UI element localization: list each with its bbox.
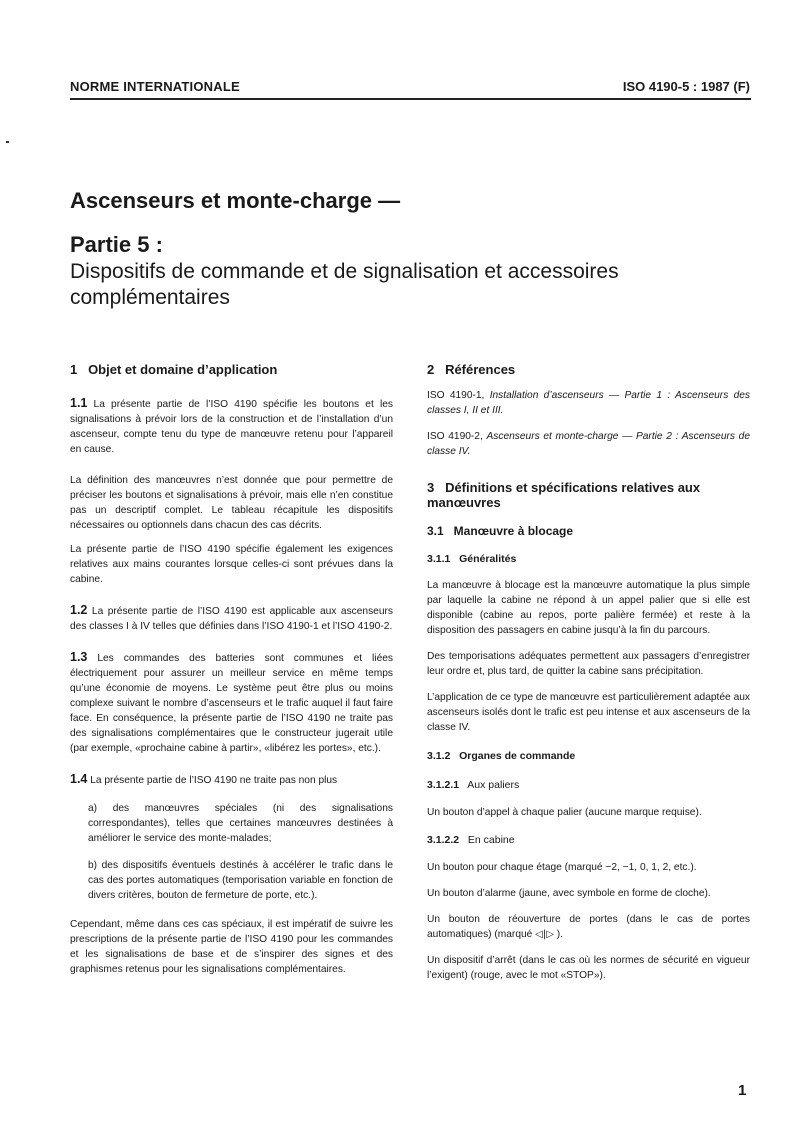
heading-number: 3.1.2.1 <box>427 779 460 791</box>
reference-iso-4190-1 <box>427 388 750 418</box>
header-rule <box>70 98 751 100</box>
heading-title: Aux paliers <box>459 779 520 791</box>
paragraph-final: Cependant, même dans ces cas spéciaux, il est impératif de suivre les prescriptions de la présente partie de l’ISO 4190 pour les commandes et les signalisations de base et de s’inspirer des signes et des graphismes retenus pour les signalisations complémentaires. <box>70 919 393 975</box>
paragraph-3-1-2-2b: Un bouton d’alarme (jaune, avec symbole en forme de cloche). <box>427 888 711 899</box>
paragraph-text: La présente partie de l’ISO 4190 est applicable aux ascenseurs des classes I à IV telles que définies dans l’ISO 4190-1 et l’ISO 4190-2. <box>70 606 393 632</box>
paragraph-1-1 <box>70 396 393 457</box>
paragraph-3-1-2-2d: Un dispositif d’arrêt (dans le cas où les normes de sécurité en vigueur l’exigent) (rouge, avec le mot «STOP»). <box>427 955 750 981</box>
scan-speck <box>6 141 9 143</box>
paragraph-number: 1.1 <box>70 396 88 410</box>
section-3-heading: 3 Définitions et spécifications relatives aux manœuvres <box>427 480 704 510</box>
paragraph-1-1c: La présente partie de l’ISO 4190 spécifie également les exigences relatives aux mains courantes lorsque celles-ci sont prévues dans la cabine. <box>70 544 393 585</box>
left-column <box>70 362 393 977</box>
section-3-1-2-1-heading <box>427 778 750 793</box>
paragraph-text: ). <box>553 929 563 940</box>
reference-title: Installation d’ascenseurs — Partie 1 : Ascenseurs des classes I, II et III. <box>427 390 750 416</box>
section-3-1-2-heading: 3.1.2 Organes de commande <box>427 750 576 762</box>
paragraph-3-1-1c: L’application de ce type de manœuvre est particulièrement adaptée aux ascenseurs isolés dont le trafic est peu intense et aux ascenseurs de la classe IV. <box>427 692 750 733</box>
document-title: Ascenseurs et monte-charge — <box>70 188 401 213</box>
paragraph-number: 1.2 <box>70 603 88 617</box>
section-1-heading: 1 Objet et domaine d’application <box>70 362 278 377</box>
list-item-b: b) des dispositifs éventuels destinés à accélérer le trafic dans le cas des portes automatiques (temporisation variable en fonction de divers critères, bouton de fermeture de porte, etc.). <box>88 860 393 901</box>
section-3-1-heading: 3.1 Manœuvre à blocage <box>427 524 574 538</box>
paragraph-text: Les commandes des batteries sont communes et liées électriquement pour assurer un meilleur service en même temps qu’une économie de moyens. Le système peut être plus ou moins complexe suivant le nombre d’ascenseurs et le trafic auquel il faut faire face. En conséquence, la présente partie de l’ISO 4190 ne traite pas des signalisations complémentaires que le constructeur jugerait utile (par exemple, «prochaine cabine à partir», «libérez les portes», etc.). <box>70 653 393 754</box>
paragraph-3-1-1a: La manœuvre à blocage est la manœuvre automatique la plus simple par laquelle la cabine ne répond à un appel palier que si elle est disponible (cabine au repos, porte palière fermée) et reste à la disposition des passagers en cabine jusqu’à la fin du parcours. <box>427 580 750 636</box>
header-standard-type: NORME INTERNATIONALE <box>70 79 240 94</box>
heading-title: En cabine <box>459 834 515 846</box>
paragraph-text: Un bouton de réouverture de portes (dans le cas de portes automatiques) (marqué <box>427 914 750 940</box>
section-3-1-1-heading: 3.1.1 Généralités <box>427 553 517 565</box>
paragraph-3-1-2-2a: Un bouton pour chaque étage (marqué −2, −1, 0, 1, 2, etc.). <box>427 862 697 873</box>
document-part: Partie 5 : <box>70 232 163 257</box>
paragraph-1-4 <box>70 772 393 788</box>
paragraph-text: La présente partie de l’ISO 4190 spécifie les boutons et les signalisations à prévoir lors de la construction et de l’installation d’un ascenseur, compte tenu du type de manœuvre retenu pour l’appareil en cause. <box>70 399 393 455</box>
paragraph-number: 1.4 <box>70 772 88 786</box>
document-subtitle: Dispositifs de commande et de signalisation et accessoires complémentaires <box>70 260 619 309</box>
reference-title: Ascenseurs et monte-charge — Partie 2 : Ascenseurs de classe IV. <box>427 431 750 457</box>
heading-number: 3.1.2.2 <box>427 834 460 846</box>
reference-iso-4190-2 <box>427 429 750 459</box>
header-standard-number: ISO 4190-5 : 1987 (F) <box>622 79 750 94</box>
list-item-a: a) des manœuvres spéciales (ni des signalisations correspondantes), telles que certaines manœuvres destinées à améliorer le service des monte-malades; <box>88 803 393 844</box>
reference-number: ISO 4190-2, <box>427 431 487 442</box>
paragraph-number: 1.3 <box>70 650 88 664</box>
paragraph-3-1-1b: Des temporisations adéquates permettent aux passagers d’enregistrer leur ordre et, plus tard, de quitter la cabine sans précipitation. <box>427 651 750 677</box>
section-2-heading: 2 Références <box>427 362 516 377</box>
door-reopen-symbol: ◁|▷ <box>535 929 554 940</box>
paragraph-text: La présente partie de l’ISO 4190 ne traite pas non plus <box>87 775 338 786</box>
paragraph-3-1-2-2c <box>427 912 750 942</box>
paragraph-1-3 <box>70 650 393 756</box>
right-column <box>427 362 750 983</box>
paragraph-3-1-2-1: Un bouton d’appel à chaque palier (aucune marque requise). <box>427 807 702 818</box>
paragraph-1-2 <box>70 603 393 634</box>
section-3-1-2-2-heading <box>427 833 750 848</box>
page-number: 1 <box>738 1082 747 1099</box>
reference-number: ISO 4190-1, <box>427 390 490 401</box>
paragraph-1-1b: La définition des manœuvres n’est donnée que pour permettre de préciser les boutons et signalisations à prévoir, mais elle n’en constitue pas un descriptif complet. Le tableau récapitule les dispositifs nécessaires ou optionnels dans chacun des cas décrits. <box>70 475 393 531</box>
